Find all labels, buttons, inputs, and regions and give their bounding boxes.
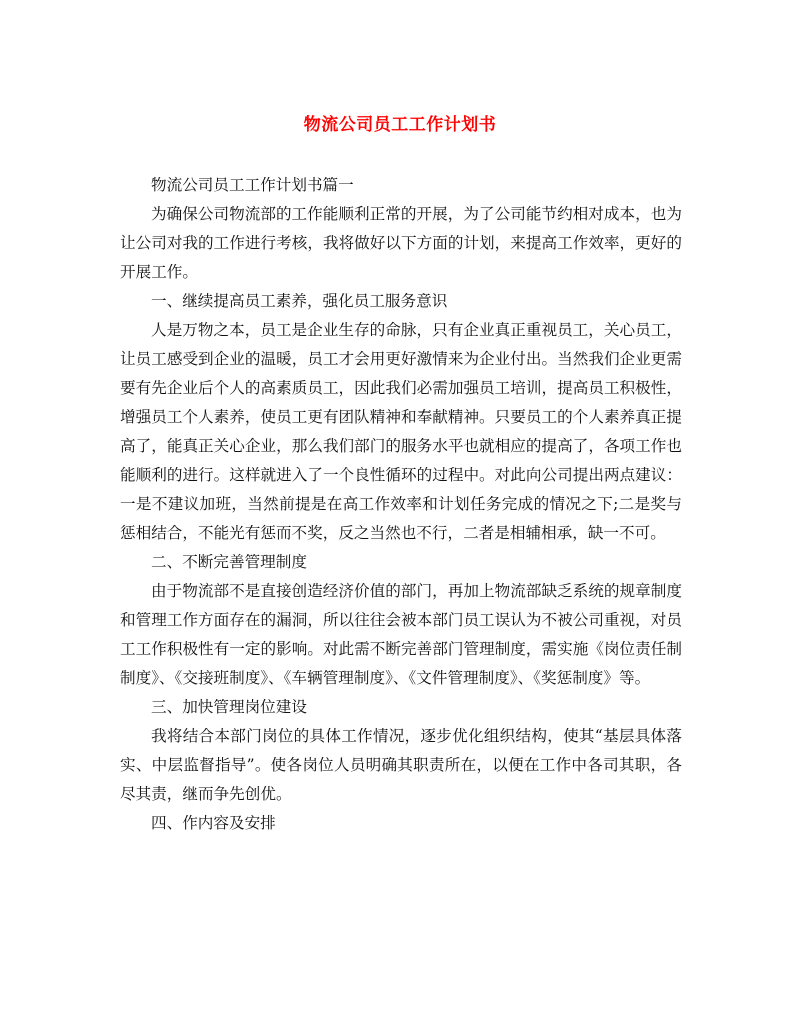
document-body xyxy=(120,171,682,838)
section-heading: 四、作内容及安排 xyxy=(151,814,276,832)
section-heading: 三、加快管理岗位建设 xyxy=(151,698,307,716)
section-heading: 物流公司员工工作计划书篇一 xyxy=(151,176,354,194)
paragraph: 由于物流部不是直接创造经济价值的部门，再加上物流部缺乏系统的规章制度和管理工作方面存在的漏洞，所以往往会被本部门员工误认为不被公司重视，对员工工作积极性有一定的影响。对此需不断完善部门管理制度，需实施《岗位责任制制度》、《交接班制度》、《车辆管理制度》、《文件管理制度》、《奖惩制度》等。 xyxy=(120,582,682,687)
paragraph: 人是万物之本，员工是企业生存的命脉，只有企业真正重视员工，关心员工，让员工感受到企业的温暖，员工才会用更好激情来为企业付出。当然我们企业更需要有先企业后个人的高素质员工，因此我们必需加强员工培训，提高员工积极性，增强员工个人素养，使员工更有团队精神和奉献精神。只要员工的个人素养真正提高了，能真正关心企业，那么我们部门的服务水平也就相应的提高了，各项工作也能顺利的进行。这样就进入了一个良性循环的过程中。对此向公司提出两点建议：一是不建议加班，当然前提是在高工作效率和计划任务完成的情况之下;二是奖与惩相结合，不能光有惩而不奖，反之当然也不行，二者是相辅相承，缺一不可。 xyxy=(120,321,682,542)
section-heading: 二、不断完善管理制度 xyxy=(151,553,307,571)
document-title: 物流公司员工工作计划书 xyxy=(303,115,497,135)
paragraph: 我将结合本部门岗位的具体工作情况，逐步优化组织结构，使其“基层具体落实、中层监督指导”。使各岗位人员明确其职责所在，以便在工作中各司其职，各尽其责，继而争先创优。 xyxy=(120,727,682,803)
paragraph: 为确保公司物流部的工作能顺利正常的开展，为了公司能节约相对成本，也为让公司对我的工作进行考核，我将做好以下方面的计划，来提高工作效率，更好的开展工作。 xyxy=(120,205,682,281)
section-heading: 一、继续提高员工素养，强化员工服务意识 xyxy=(151,292,448,310)
